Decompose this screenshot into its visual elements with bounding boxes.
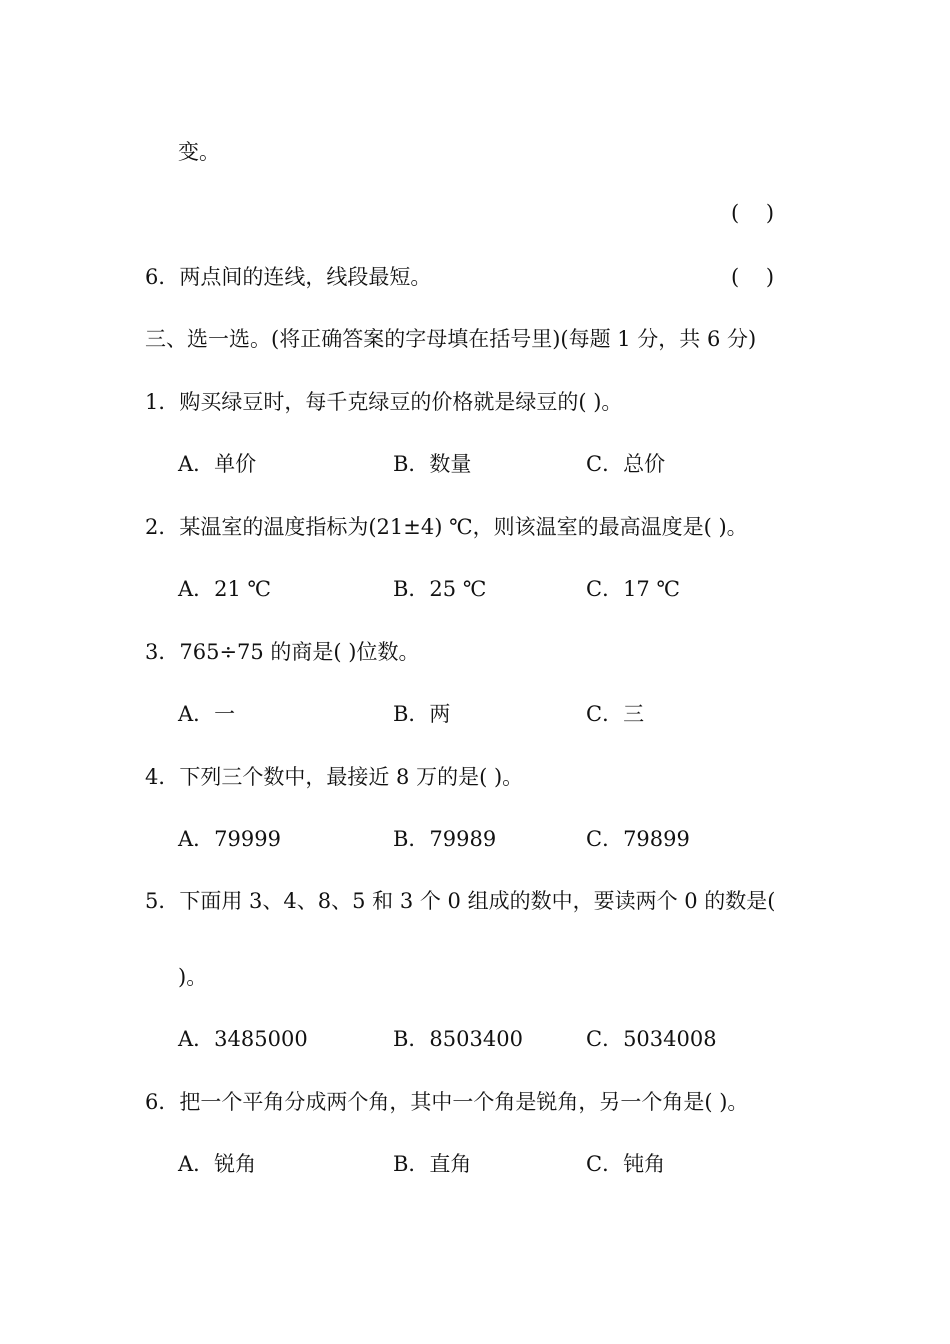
question-1-stem: 1．购买绿豆时，每千克绿豆的价格就是绿豆的( )。	[145, 390, 623, 414]
judge-item5-answer-paren[interactable]: ( )	[731, 201, 775, 225]
question-3-option-a[interactable]: A．一	[178, 702, 236, 726]
question-2-option-c[interactable]: C．17 ℃	[586, 577, 680, 601]
question-1-option-b[interactable]: B．数量	[393, 452, 472, 476]
question-3-stem: 3．765÷75 的商是( )位数。	[145, 640, 420, 664]
question-5-stem: 5．下面用 3、4、8、5 和 3 个 0 组成的数中，要读两个 0 的数是(	[145, 889, 776, 913]
question-6-stem: 6．把一个平角分成两个角，其中一个角是锐角，另一个角是( )。	[145, 1090, 749, 1114]
question-2-option-b[interactable]: B．25 ℃	[393, 577, 487, 601]
question-4-option-b[interactable]: B．79989	[393, 827, 497, 851]
question-4-option-a[interactable]: A．79999	[178, 827, 281, 851]
question-4-option-c[interactable]: C．79899	[586, 827, 690, 851]
question-2-option-a[interactable]: A．21 ℃	[178, 577, 272, 601]
question-5-option-a[interactable]: A．3485000	[178, 1027, 308, 1051]
question-3-option-b[interactable]: B．两	[393, 702, 451, 726]
section3-heading: 三、选一选。(将正确答案的字母填在括号里)(每题 1 分，共 6 分)	[145, 327, 757, 351]
judge-item6-answer-paren[interactable]: ( )	[731, 265, 775, 289]
question-2-stem: 2．某温室的温度指标为(21±4) ℃，则该温室的最高温度是( )。	[145, 515, 748, 539]
question-1-option-c[interactable]: C．总价	[586, 452, 666, 476]
question-6-option-a[interactable]: A．锐角	[178, 1152, 257, 1176]
question-4-stem: 4．下列三个数中，最接近 8 万的是( )。	[145, 765, 524, 789]
question-5-option-b[interactable]: B．8503400	[393, 1027, 523, 1051]
question-5-stem-continuation: )。	[178, 965, 208, 989]
question-3-option-c[interactable]: C．三	[586, 702, 645, 726]
question-6-option-b[interactable]: B．直角	[393, 1152, 472, 1176]
judge-item5-tail: 变。	[178, 140, 220, 164]
judge-item6: 6．两点间的连线，线段最短。	[145, 265, 432, 289]
question-6-option-c[interactable]: C．钝角	[586, 1152, 666, 1176]
question-5-option-c[interactable]: C．5034008	[586, 1027, 717, 1051]
question-1-option-a[interactable]: A．单价	[178, 452, 257, 476]
